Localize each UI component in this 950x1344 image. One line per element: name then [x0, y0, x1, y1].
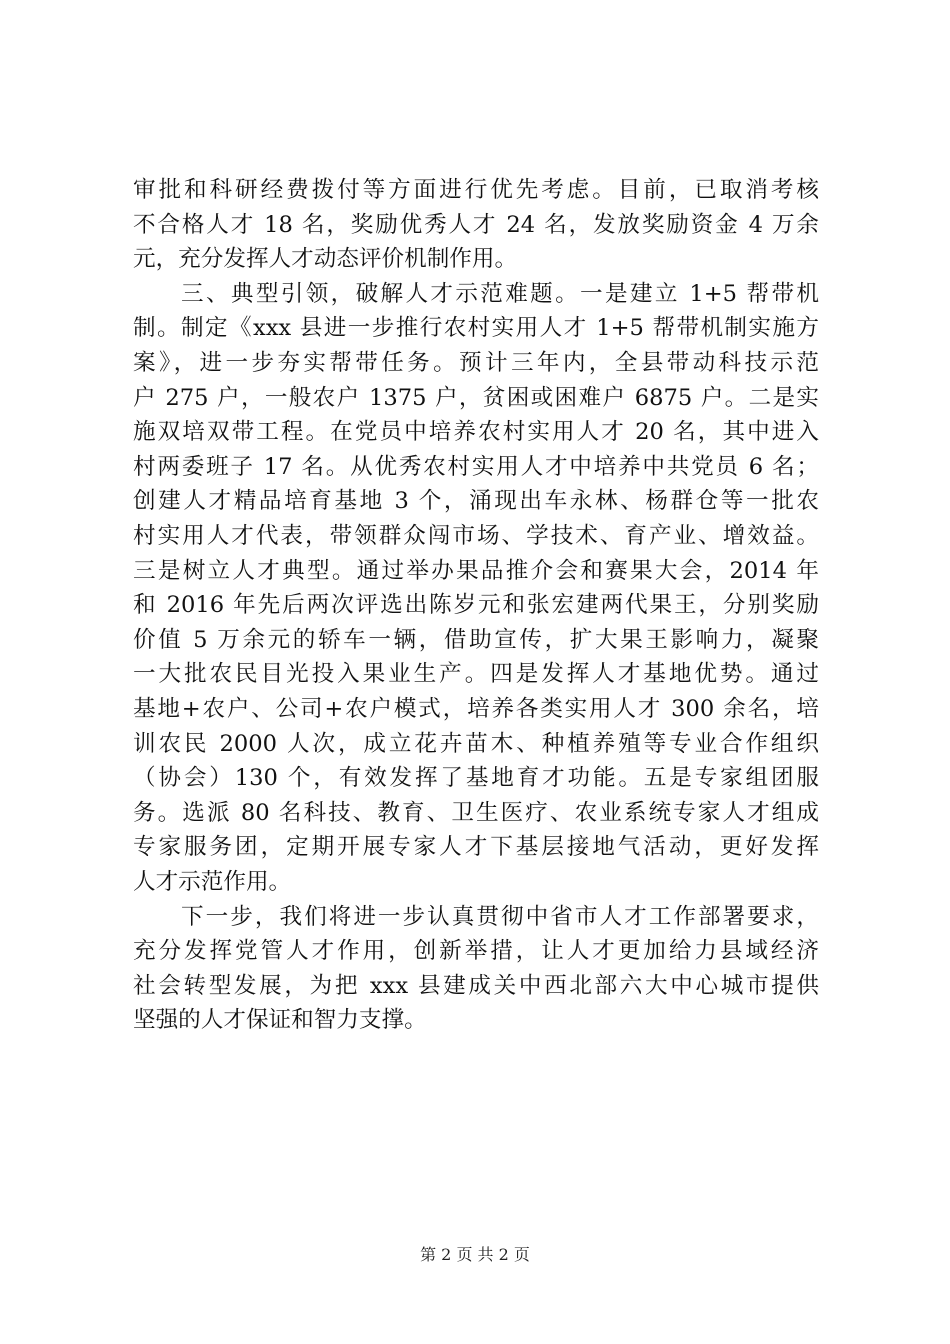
text-line: 案》，进一步夯实帮带任务。预计三年内，全县带动科技示范: [133, 350, 819, 376]
text-line: 三、典型引领，破解人才示范难题。一是建立 1+5 帮带机: [181, 280, 819, 307]
text-line: 和 2016 年先后两次评选出陈岁元和张宏建两代果王，分别奖励: [133, 592, 819, 619]
text-line: 创建人才精品培育基地 3 个，涌现出车永林、杨群仓等一批农: [133, 488, 819, 515]
page-footer: 第 2 页 共 2 页: [420, 1245, 530, 1264]
text-line: 专家服务团，定期开展专家人才下基层接地气活动，更好发挥: [133, 834, 819, 861]
text-line: 一大批农民目光投入果业生产。四是发挥人才基地优势。通过: [133, 661, 819, 688]
text-line: 审批和科研经费拨付等方面进行优先考虑。目前，已取消考核: [133, 177, 819, 203]
text-line: （协会）130 个，有效发挥了基地育才功能。五是专家组团服: [133, 765, 819, 792]
text-line: 务。选派 80 名科技、教育、卫生医疗、农业系统专家人才组成: [133, 799, 819, 826]
text-line: 充分发挥党管人才作用，创新举措，让人才更加给力县域经济: [133, 938, 819, 965]
text-line: 下一步，我们将进一步认真贯彻中省市人才工作部署要求，: [181, 903, 819, 930]
text-line: 元，充分发挥人才动态评价机制作用。: [133, 246, 518, 273]
text-line: 户 275 户，一般农户 1375 户，贫困或困难户 6875 户。二是实: [133, 384, 819, 411]
text-line: 训农民 2000 人次，成立花卉苗木、种植养殖等专业合作组织: [133, 730, 819, 757]
text-line: 人才示范作用。: [133, 869, 292, 895]
text-line: 不合格人才 18 名，奖励优秀人才 24 名，发放奖励资金 4 万余: [133, 211, 819, 238]
text-line: 社会转型发展，为把 xxx 县建成关中西北部六大中心城市提供: [133, 972, 819, 999]
text-line: 坚强的人才保证和智力支撑。: [133, 1007, 427, 1034]
text-line: 制。制定《xxx 县进一步推行农村实用人才 1+5 帮带机制实施方: [133, 315, 819, 342]
text-line: 三是树立人才典型。通过举办果品推介会和赛果大会，2014 年: [133, 557, 819, 584]
text-line: 施双培双带工程。在党员中培养农村实用人才 20 名，其中进入: [133, 419, 819, 446]
text-line: 基地+农户、公司+农户模式，培养各类实用人才 300 余名，培: [133, 696, 819, 722]
text-line: 村实用人才代表，带领群众闯市场、学技术、育产业、增效益。: [133, 523, 819, 549]
text-line: 价值 5 万余元的轿车一辆，借助宣传，扩大果王影响力，凝聚: [133, 626, 819, 653]
text-line: 村两委班子 17 名。从优秀农村实用人才中培养中共党员 6 名；: [133, 453, 819, 480]
